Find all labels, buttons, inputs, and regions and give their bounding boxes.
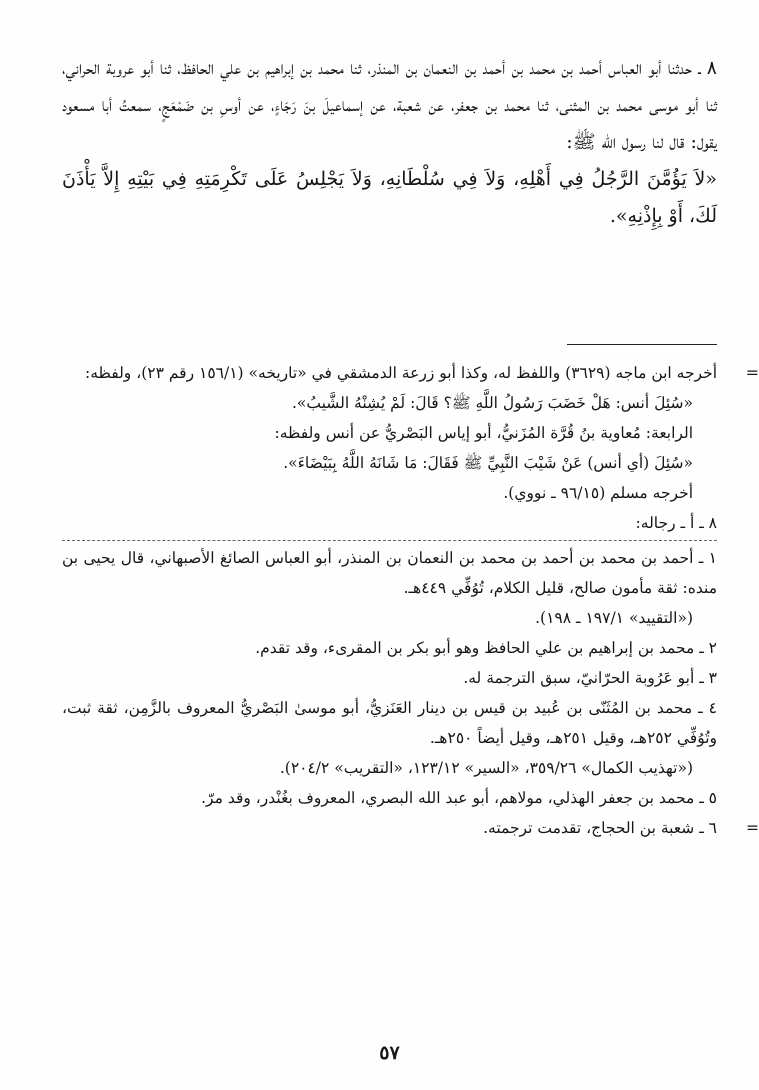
footnote-line: ٦ ـ شعبة بن الحجاج، تقدمت ترجمته. xyxy=(483,819,717,837)
book-page xyxy=(62,50,759,1064)
footnotes xyxy=(62,358,759,843)
footnote-line: «سُئِلَ أنس: هَلْ خَضَبَ رَسُولُ اللَّهِ ﷺ؟ قَالَ: لَمْ يُشِنْهُ الشَّيبُ». xyxy=(291,394,693,412)
isnad-paragraph: ٨ ـ حدثنا أبو العباس أحمد بن محمد بن أحمد بن النعمان بن المنذر، ثنا محمد بن إبراهيم بن علي الحافظ، ثنا أبو عروبة الحراني، ثنا أبو موسى محمد بن المثنى، ثنا محمد بن جعفر، عن شعبة، عن إسماعيلَ بنَ رَجَاءٍ، عن أوسِ بن ضَمْعَجٍ، سمعتُ أبا مسعود يقول: قال لنا رسول الله ﷺ: xyxy=(62,57,717,153)
footnote-line: أخرجه ابن ماجه (٣٦٢٩) واللفظ له، وكذا أبو زرعة الدمشقي في «تاريخه» (١٥٦/١ رقم ٢٣)، ولفظه: xyxy=(85,364,717,382)
end-marker: = xyxy=(746,819,759,837)
footnote-line: ٢ ـ محمد بن إبراهيم بن علي الحافظ وهو أبو بكر بن المقرىء، وقد تقدم. xyxy=(255,639,717,657)
continuation-marker: = xyxy=(745,363,759,382)
page-number: ٥٧ xyxy=(379,1042,400,1064)
footnote-divider xyxy=(62,540,717,541)
footnote-line: («تهذيب الكمال» ٣٥٩/٢٦، «السير» ١٢٣/١٢، «التقريب» ٢٠٤/٢). xyxy=(279,759,693,777)
main-text xyxy=(62,50,717,235)
hadith-text: «لاَ يَؤُمَّنَ الرَّجُلُ فِي أَهْلِهِ، وَلاَ فِي سُلْطَانِهِ، وَلاَ يَجْلِسُ عَلَى تَكْرِمَتِهِ فِي بَيْتِهِ إِلاَّ يَأْذَنَ لَكَ، أَوْ بِإِذْنِهِ». xyxy=(62,168,717,227)
footnote-line: الرابعة: مُعاوية بنُ قُرَّة المُزَنيُّ، أبو إياس البَصْريُّ عن أنس ولفظه: xyxy=(274,424,693,442)
footnote-line: ١ ـ أحمد بن محمد بن أحمد بن محمد بن النعمان بن المنذر، أبو العباس الصائغ الأصبهاني، قال يحيى بن منده: ثقة مأمون صالح، قليل الكلام، تُوُفِّي ٤٤٩هـ. xyxy=(62,549,717,597)
footnote-line: ٥ ـ محمد بن جعفر الهذلي، مولاهم، أبو عبد الله البصري، المعروف بغُنْدر، وقد مرّ. xyxy=(201,789,717,807)
footnote-line: ٣ ـ أبو عَرُوبة الحرّانيّ، سبق الترجمة له. xyxy=(463,669,717,687)
footnote-line: «سُئِلَ (أي أنس) عَنْ شَيْبَ النَّبِيِّ ﷺ فَقَالَ: مَا شَانَهُ اللَّهُ بِبَيْضَاءَ». xyxy=(283,454,693,472)
footnote-line-last xyxy=(62,813,759,843)
footnote-line: أخرجه مسلم (٩٦/١٥ ـ نووي). xyxy=(503,484,693,502)
footnote-line: ٨ ـ أ ـ رجاله: xyxy=(635,514,717,532)
footnote-separator xyxy=(567,344,717,345)
footnote-line: («التقييد» ١٩٧/١ ـ ١٩٨). xyxy=(535,609,693,627)
footnote-line: ٤ ـ محمد بن المُثَنّى بن عُبيد بن قيس بن دينار العَنَزيُّ، أبو موسىٰ البَصْريُّ المعروف بالزَّمِن، ثقة ثبت، وتُوُفِّي ٢٥٢هـ، وقيل ٢٥١هـ، وقيل أيضاً ٢٥٠هـ. xyxy=(62,699,717,747)
